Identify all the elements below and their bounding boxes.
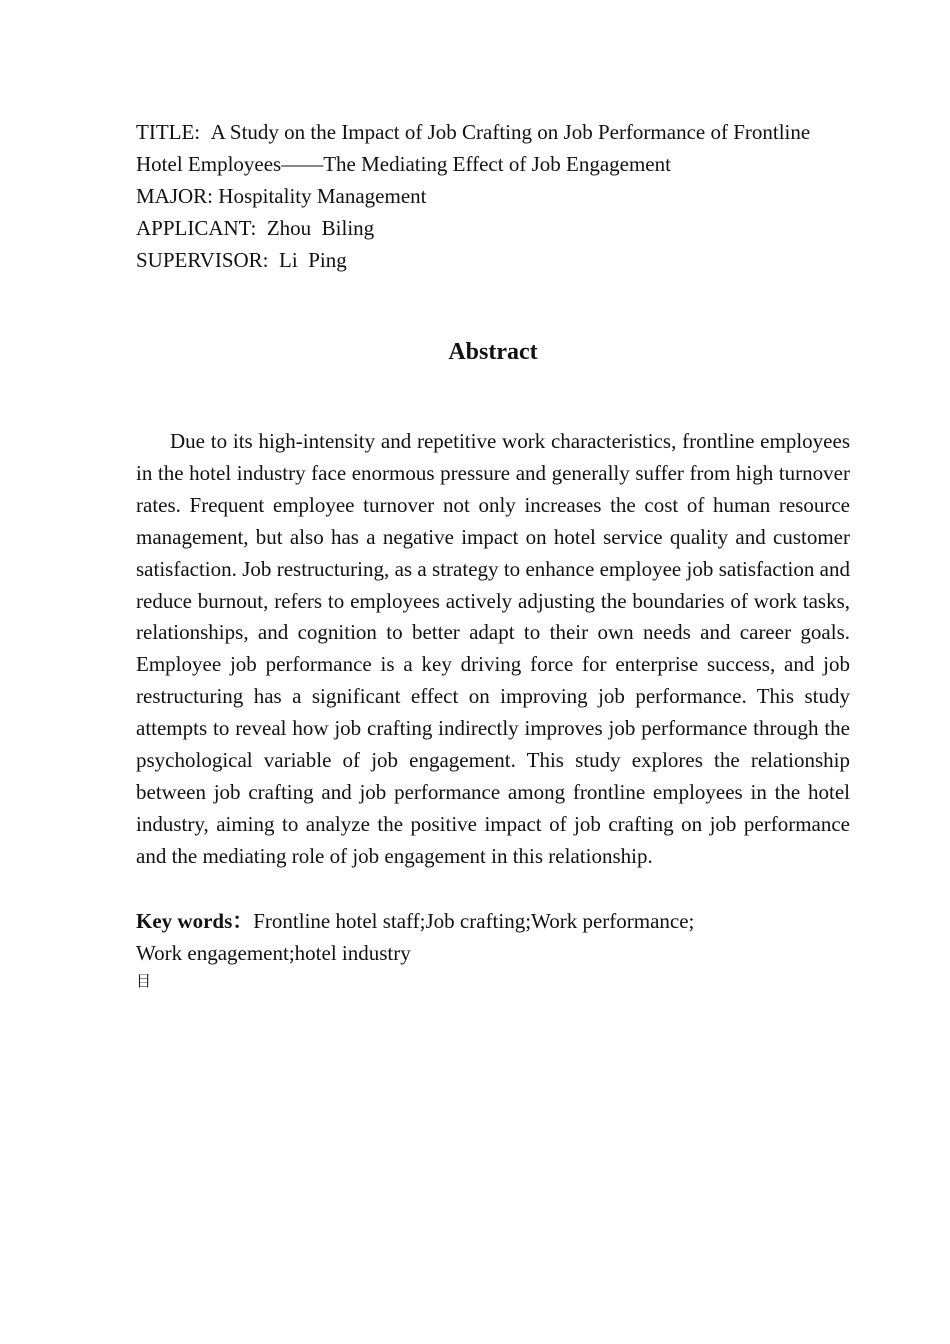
supervisor-line <box>136 244 850 276</box>
keywords-block <box>136 905 850 969</box>
document-page <box>136 116 850 991</box>
supervisor-label: SUPERVISOR: <box>136 248 269 272</box>
title-line <box>136 116 850 180</box>
abstract-body: Due to its high-intensity and repetitive work characteristics, frontline employees in the hotel industry face enormous pressure and generally suffer from high turnover rates. Frequent employee turnover not only increases the cost of human resource management, but also has a negative impact on hotel service quality and customer satisfaction. Job restructuring, as a strategy to enhance employee job satisfaction and reduce burnout, refers to employees actively adjusting the boundaries of work tasks, relationships, and cognition to better adapt to their own needs and career goals. Employee job performance is a key driving force for enterprise success, and job restructuring has a significant effect on improving job performance. This study attempts to reveal how job crafting indirectly improves job performance through the psychological variable of job engagement. This study explores the relationship between job crafting and job performance among frontline employees in the hotel industry, aiming to analyze the positive impact of job crafting on job performance and the mediating role of job engagement in this relationship. <box>136 429 850 868</box>
keywords-line-2: Work engagement;hotel industry <box>136 940 411 965</box>
major-value: Hospitality Management <box>218 184 427 208</box>
major-label: MAJOR: <box>136 184 214 208</box>
supervisor-value: Li Ping <box>279 248 347 272</box>
applicant-value: Zhou Biling <box>266 216 375 240</box>
major-line <box>136 180 850 212</box>
title-label: TITLE: <box>136 120 201 144</box>
keywords-line-1: Frontline hotel staff;Job crafting;Work performance; <box>253 908 695 933</box>
keywords-label: Key words： <box>136 908 254 933</box>
toc-heading-char: 目 <box>136 971 152 990</box>
applicant-line <box>136 212 850 244</box>
applicant-label: APPLICANT: <box>136 216 257 240</box>
title-value: A Study on the Impact of Job Crafting on Job Performance of Frontline Hotel Employees——The Mediating Effect of Job Engagement <box>136 120 811 176</box>
abstract-heading: Abstract <box>448 339 538 365</box>
